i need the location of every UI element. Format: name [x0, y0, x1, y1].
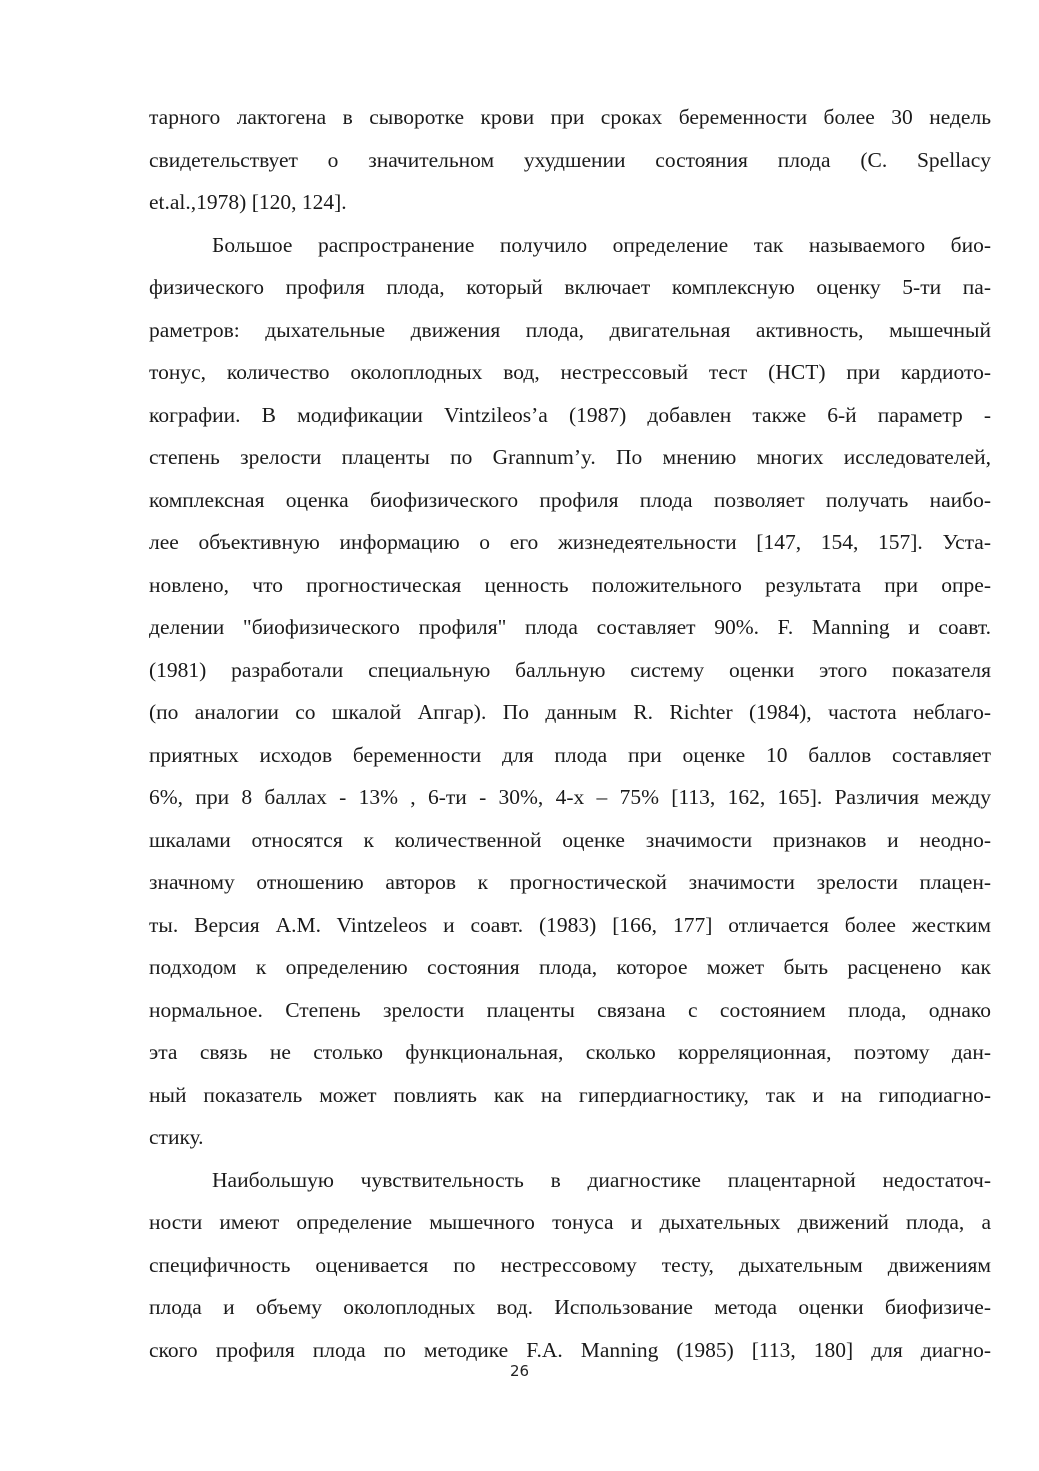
text-line: ности имеют определение мышечного тонуса и дыхательных движений плода, а	[149, 1210, 991, 1234]
text-line: подходом к определению состояния плода, которое может быть расценено как	[149, 955, 991, 979]
text-line: нормальное. Степень зрелости плаценты связана с состоянием плода, однако	[149, 997, 991, 1022]
text-line: свидетельствует о значительном ухудшении состояния плода (C. Spellacy	[149, 147, 991, 172]
text-line: Наибольшую чувствительность в диагностике плацентарной недостаточ-	[212, 1167, 991, 1192]
text-line: специфичность оценивается по нестрессовому тесту, дыхательным движениям	[149, 1252, 991, 1277]
text-line: раметров: дыхательные движения плода, двигательная активность, мышечный	[149, 317, 991, 342]
body-text	[149, 96, 991, 1371]
text-line: стику.	[149, 1125, 204, 1149]
text-line: плода и объему околоплодных вод. Использование метода оценки биофизиче-	[149, 1295, 991, 1319]
text-line: (1981) разработали специальную балльную систему оценки этого показателя	[149, 657, 991, 682]
text-line: ты. Версия A.M. Vintzeleos и соавт. (1983) [166, 177] отличается более жестким	[149, 912, 991, 937]
text-line: приятных исходов беременности для плода при оценке 10 баллов составляет	[149, 742, 991, 767]
text-line: 6%, при 8 баллах - 13% , 6-ти - 30%, 4-х – 75% [113, 162, 165]. Различия между	[149, 785, 991, 809]
text-line: комплексная оценка биофизического профиля плода позволяет получать наибо-	[149, 487, 991, 512]
text-line: физического профиля плода, который включает комплексную оценку 5-ти па-	[149, 275, 991, 299]
text-line: тонус, количество околоплодных вод, нестрессовый тест (НСТ) при кардиото-	[149, 360, 991, 384]
text-line: значному отношению авторов к прогностической значимости зрелости плацен-	[149, 870, 991, 894]
paragraph	[149, 224, 991, 1159]
text-line: делении "биофизического профиля" плода составляет 90%. F. Manning и соавт.	[149, 615, 991, 639]
text-line: кографии. В модификации Vintzileos’a (1987) добавлен также 6-й параметр -	[149, 402, 991, 427]
page-number: 26	[509, 1362, 530, 1380]
text-line: лее объективную информацию о его жизнедеятельности [147, 154, 157]. Уста-	[149, 530, 991, 554]
text-line: ный показатель может повлиять как на гипердиагностику, так и на гиподиагно-	[149, 1082, 991, 1107]
text-line: ского профиля плода по методике F.A. Manning (1985) [113, 180] для диагно-	[149, 1337, 991, 1362]
text-line: тарного лактогена в сыворотке крови при сроках беременности более 30 недель	[149, 105, 991, 129]
text-line: Большое распространение получило определение так называемого био-	[212, 232, 991, 257]
text-line: эта связь не столько функциональная, сколько корреляционная, поэтому дан-	[149, 1040, 991, 1064]
text-line: (по аналогии со шкалой Апгар). По данным R. Richter (1984), частота неблаго-	[149, 700, 991, 724]
text-line: новлено, что прогностическая ценность положительного результата при опре-	[149, 572, 991, 597]
text-line: et.al.,1978) [120, 124].	[149, 190, 347, 214]
text-line: степень зрелости плаценты по Grannum’y. По мнению многих исследователей,	[149, 445, 991, 469]
paragraph	[149, 1159, 991, 1372]
text-line: шкалами относятся к количественной оценке значимости признаков и неодно-	[149, 827, 991, 852]
paragraph	[149, 96, 991, 224]
